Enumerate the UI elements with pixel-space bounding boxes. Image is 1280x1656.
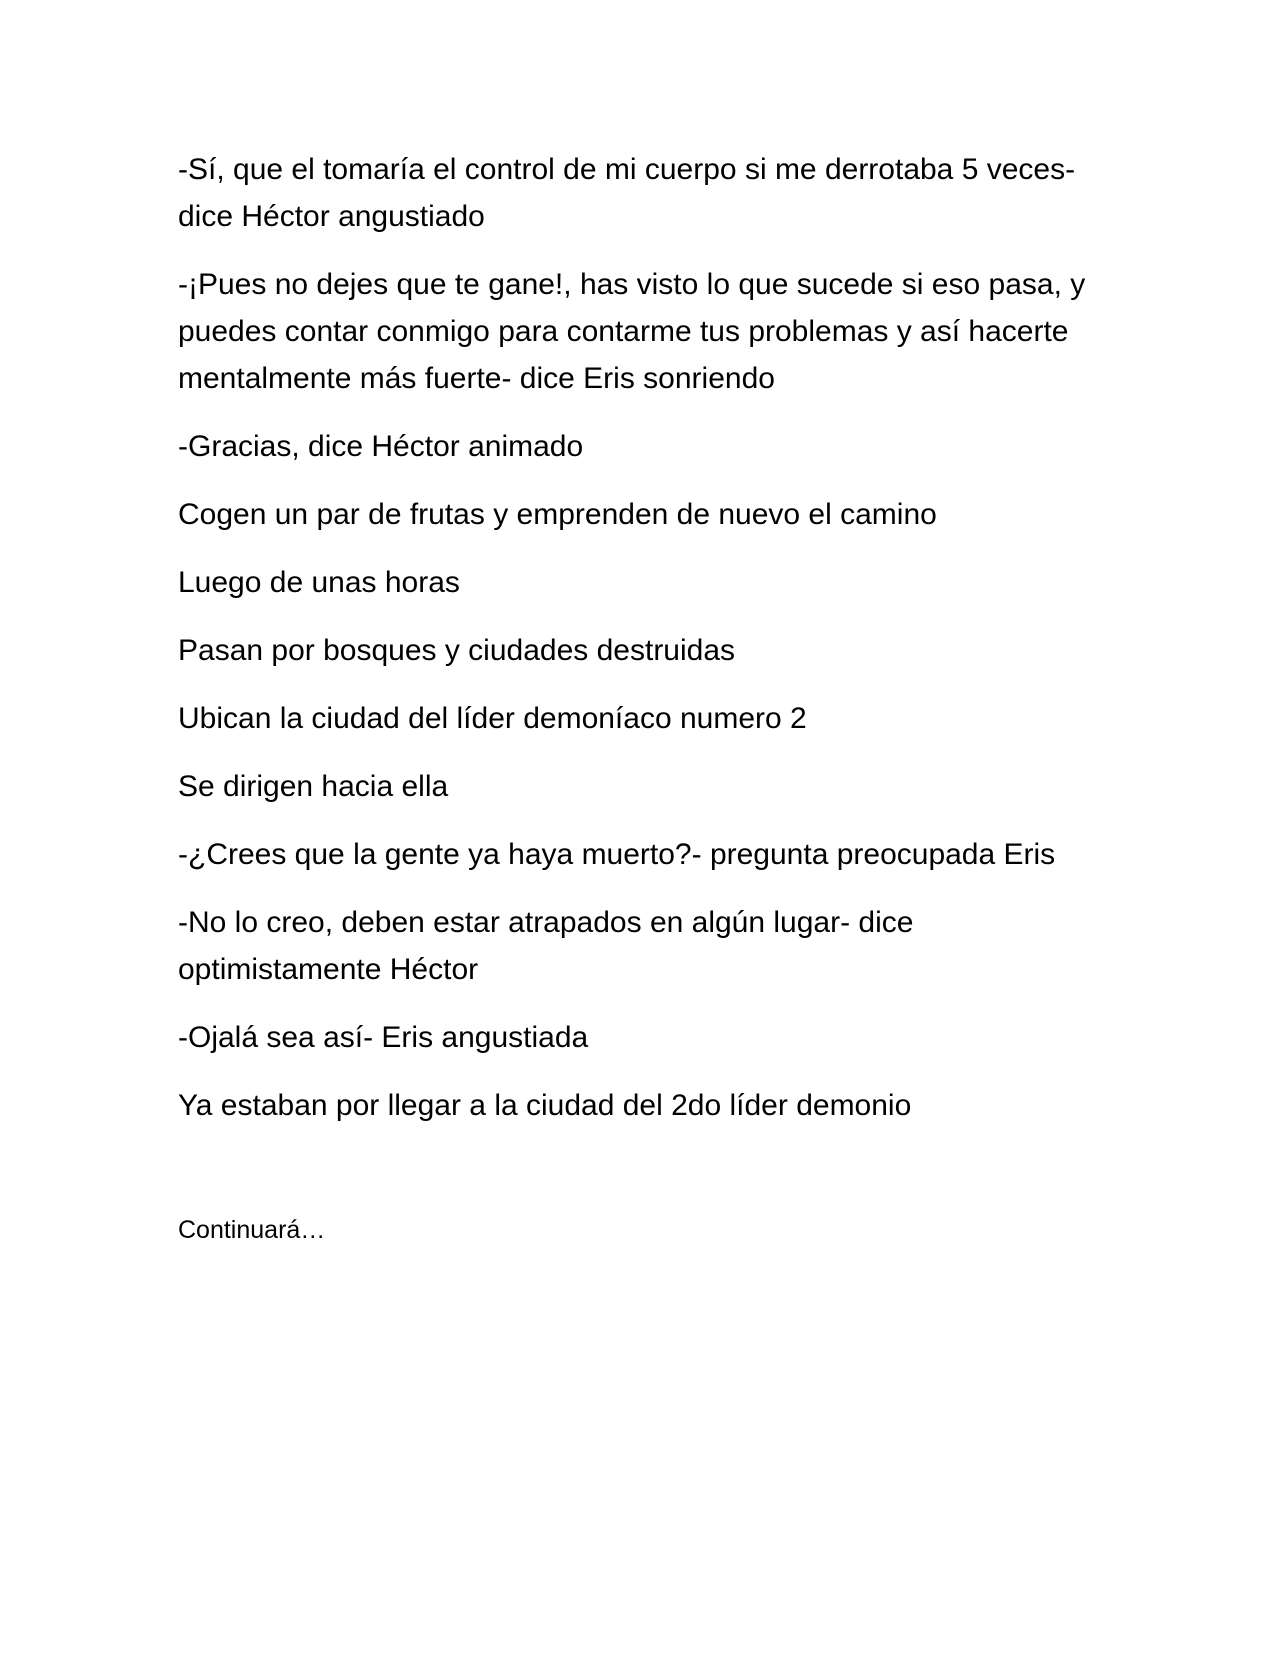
paragraph: Ya estaban por llegar a la ciudad del 2do líder demonio xyxy=(178,1089,912,1122)
paragraph: -No lo creo, deben estar atrapados en algún lugar- dice optimistamente Héctor xyxy=(178,906,914,986)
paragraph: -Gracias, dice Héctor animado xyxy=(178,430,584,463)
closing-text: Continuará… xyxy=(178,1216,326,1244)
paragraph: -¿Crees que la gente ya haya muerto?- pregunta preocupada Eris xyxy=(178,838,1056,871)
paragraph: Cogen un par de frutas y emprenden de nuevo el camino xyxy=(178,498,937,531)
document-body xyxy=(178,146,1108,1150)
paragraph: Ubican la ciudad del líder demoníaco numero 2 xyxy=(178,702,807,735)
paragraph: -¡Pues no dejes que te gane!, has visto lo que sucede si eso pasa, y puedes contar conmigo para contarme tus problemas y así hacerte mentalmente más fuerte- dice Eris sonriendo xyxy=(178,268,1086,395)
paragraph: -Sí, que el tomaría el control de mi cuerpo si me derrotaba 5 veces- dice Héctor angustiado xyxy=(178,153,1076,233)
paragraph: Pasan por bosques y ciudades destruidas xyxy=(178,634,736,667)
paragraph: Luego de unas horas xyxy=(178,566,460,599)
paragraph: -Ojalá sea así- Eris angustiada xyxy=(178,1021,589,1054)
paragraph: Se dirigen hacia ella xyxy=(178,770,449,803)
